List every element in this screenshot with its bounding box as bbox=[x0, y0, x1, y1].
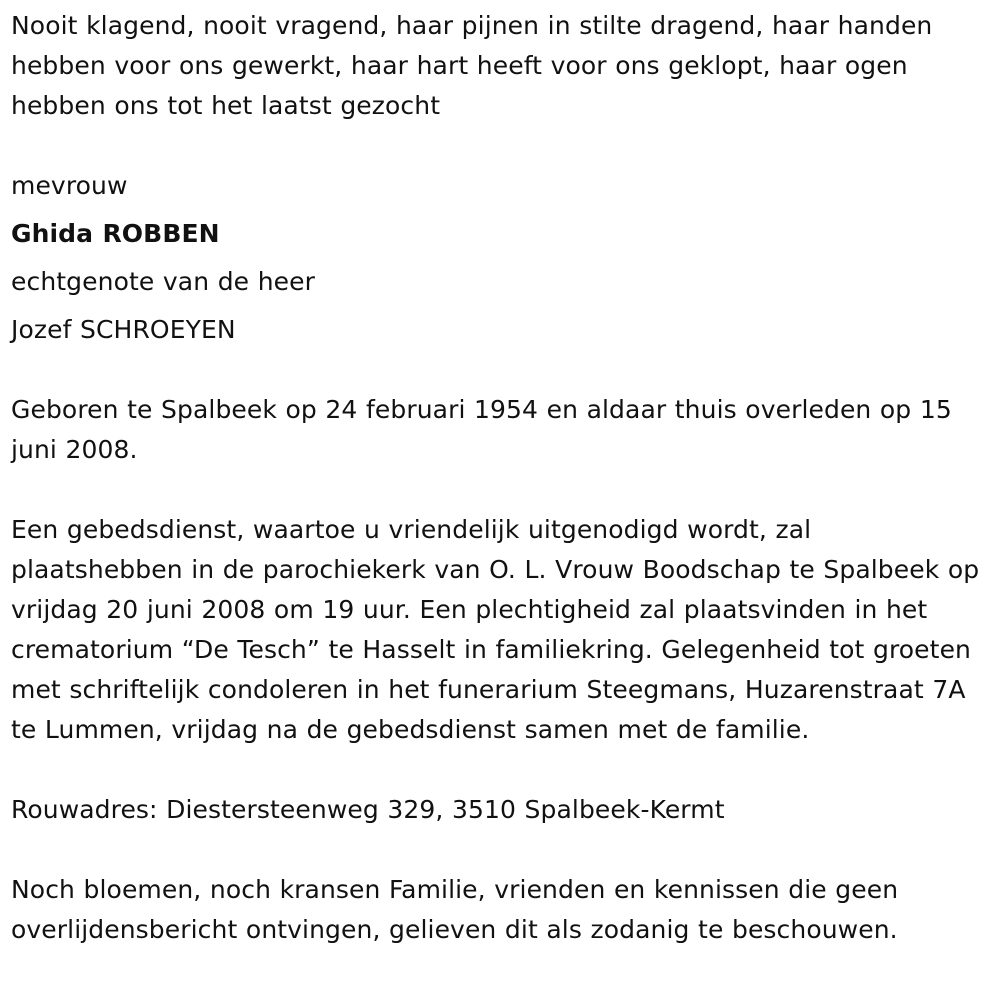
spouse-name: Jozef SCHROEYEN bbox=[11, 315, 236, 344]
birth-death-text: Geboren te Spalbeek op 24 februari 1954 en aldaar thuis overleden op 15 juni 2008. bbox=[11, 395, 952, 464]
spacer bbox=[11, 830, 990, 870]
relation-text: echtgenote van de heer bbox=[11, 267, 315, 296]
address-text: Rouwadres: Diestersteenweg 329, 3510 Spalbeek-Kermt bbox=[11, 795, 725, 824]
closing-text: Noch bloemen, noch kransen Familie, vrienden en kennissen die geen overlijdensbericht ontvingen, gelieven dit als zodanig te beschouwen. bbox=[11, 875, 899, 944]
service-text: Een gebedsdienst, waartoe u vriendelijk uitgenodigd wordt, zal plaatshebben in de parochiekerk van O. L. Vrouw Boodschap te Spalbeek op vrijdag 20 juni 2008 om 19 uur. Een plechtigheid zal plaatsvinden in het crematorium “De Tesch” te Hasselt in familiekring. Gelegenheid tot groeten met schriftelijk condoleren in het funerarium Steegmans, Huzarenstraat 7A te Lummen, vrijdag na de gebedsdienst samen met de familie. bbox=[11, 515, 980, 744]
spacer bbox=[11, 126, 990, 166]
spacer bbox=[11, 350, 990, 390]
poem-text: Nooit klagend, nooit vragend, haar pijnen in stilte dragend, haar handen hebben voor ons gewerkt, haar hart heeft voor ons geklopt, haar ogen hebben ons tot het laatst gezocht bbox=[11, 11, 933, 120]
spacer bbox=[11, 750, 990, 790]
deceased-name: Ghida ROBBEN bbox=[11, 219, 220, 248]
honorific: mevrouw bbox=[11, 171, 128, 200]
spacer bbox=[11, 470, 990, 510]
